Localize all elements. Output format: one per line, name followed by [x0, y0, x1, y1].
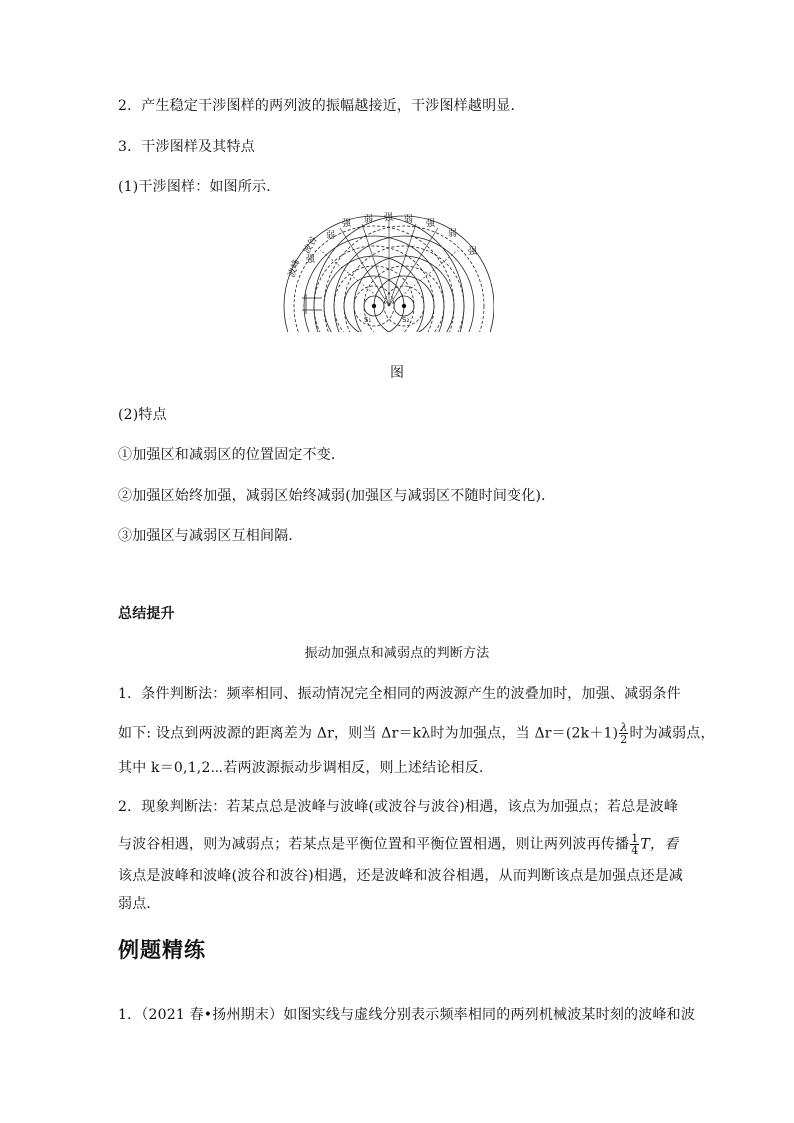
sub-2-features: (2)特点 — [118, 407, 167, 423]
example-question-1: 1．（2021 春•扬州期末）如图实线与虚线分别表示频率相同的两列机械波某时刻的波峰和波 — [118, 1007, 696, 1023]
method-1-line-3: 其中 k＝0,1,2⋯若两波源振动步调相反，则上述结论相反． — [118, 760, 494, 776]
summary-heading: 总结提升 — [118, 606, 175, 622]
fraction-one-quarter: $\frac{1}{4}$ — [631, 832, 639, 857]
feature-1: ①加强区和减弱区的位置固定不变． — [118, 447, 346, 463]
feature-3: ③加强区与减弱区互相间隔． — [118, 528, 303, 544]
label-s1: S₁ — [364, 316, 372, 324]
label-weak-2: 弱 — [364, 215, 374, 225]
item-2: 2．产生稳定干涉图样的两列波的振幅越接近，干涉图样越明显． — [118, 98, 525, 114]
sub-1-interference-pattern: (1)干涉图样：如图所示． — [118, 179, 281, 195]
label-strong-4: 强 — [426, 219, 436, 229]
figure-caption: 图 — [390, 365, 404, 381]
label-weak-1: 弱 — [326, 231, 336, 241]
label-strong-1: 强 — [306, 255, 316, 265]
label-strong-5: 强 — [468, 247, 478, 257]
feature-2: ②加强区始终加强，减弱区始终减弱(加强区与减弱区不随时间变化)． — [118, 488, 556, 504]
label-strong-2: 强 — [342, 219, 352, 229]
method-2-line-3: 该点是波峰和波峰(波谷和波谷)相遇，还是波峰和波谷相遇，从而判断该点是加强点还是减 — [118, 868, 684, 884]
label-s2: S₂ — [402, 316, 410, 324]
source-2-dot — [402, 304, 406, 308]
label-weak-4: 弱 — [448, 229, 458, 239]
source1-wavefronts — [284, 216, 464, 340]
method-2-line-1: 2．现象判断法：若某点总是波峰与波峰(或波谷与波谷)相遇，该点为加强点；若总是波峰 — [118, 799, 679, 815]
summary-subtitle: 振动加强点和减弱点的判断方法 — [304, 646, 490, 661]
method-2-line-4: 弱点． — [118, 896, 161, 912]
label-trough: 波谷 — [302, 235, 320, 256]
examples-heading: 例题精练 — [118, 938, 206, 962]
method-1-line-2: 如下: 设点到两波源的距离差为 Δr，则当 Δr＝kλ时为加强点，当 Δr＝(2k＋1) $\frac{\lambda}{2}$ 时为减弱点， — [118, 721, 715, 746]
method-2-line-2: 与波谷相遇，则为减弱点；若某点是平衡位置和平衡位置相遇，则让两列波再传播 $\frac{1}{4}$ T，看 — [118, 832, 679, 857]
interference-figure — [280, 210, 494, 340]
item-3-heading: 3．干涉图样及其特点 — [118, 139, 255, 155]
source-1-dot — [372, 304, 376, 308]
label-weak-3: 弱 — [404, 215, 414, 225]
label-strong-3: 强 — [384, 213, 394, 223]
method-1-line-1: 1．条件判断法：频率相同、振动情况完全相同的两波源产生的波叠加时，加强、减弱条件 — [118, 686, 681, 702]
fraction-lambda-over-2: $\frac{\lambda}{2}$ — [620, 721, 628, 746]
label-peak: 波峰 — [287, 258, 303, 279]
